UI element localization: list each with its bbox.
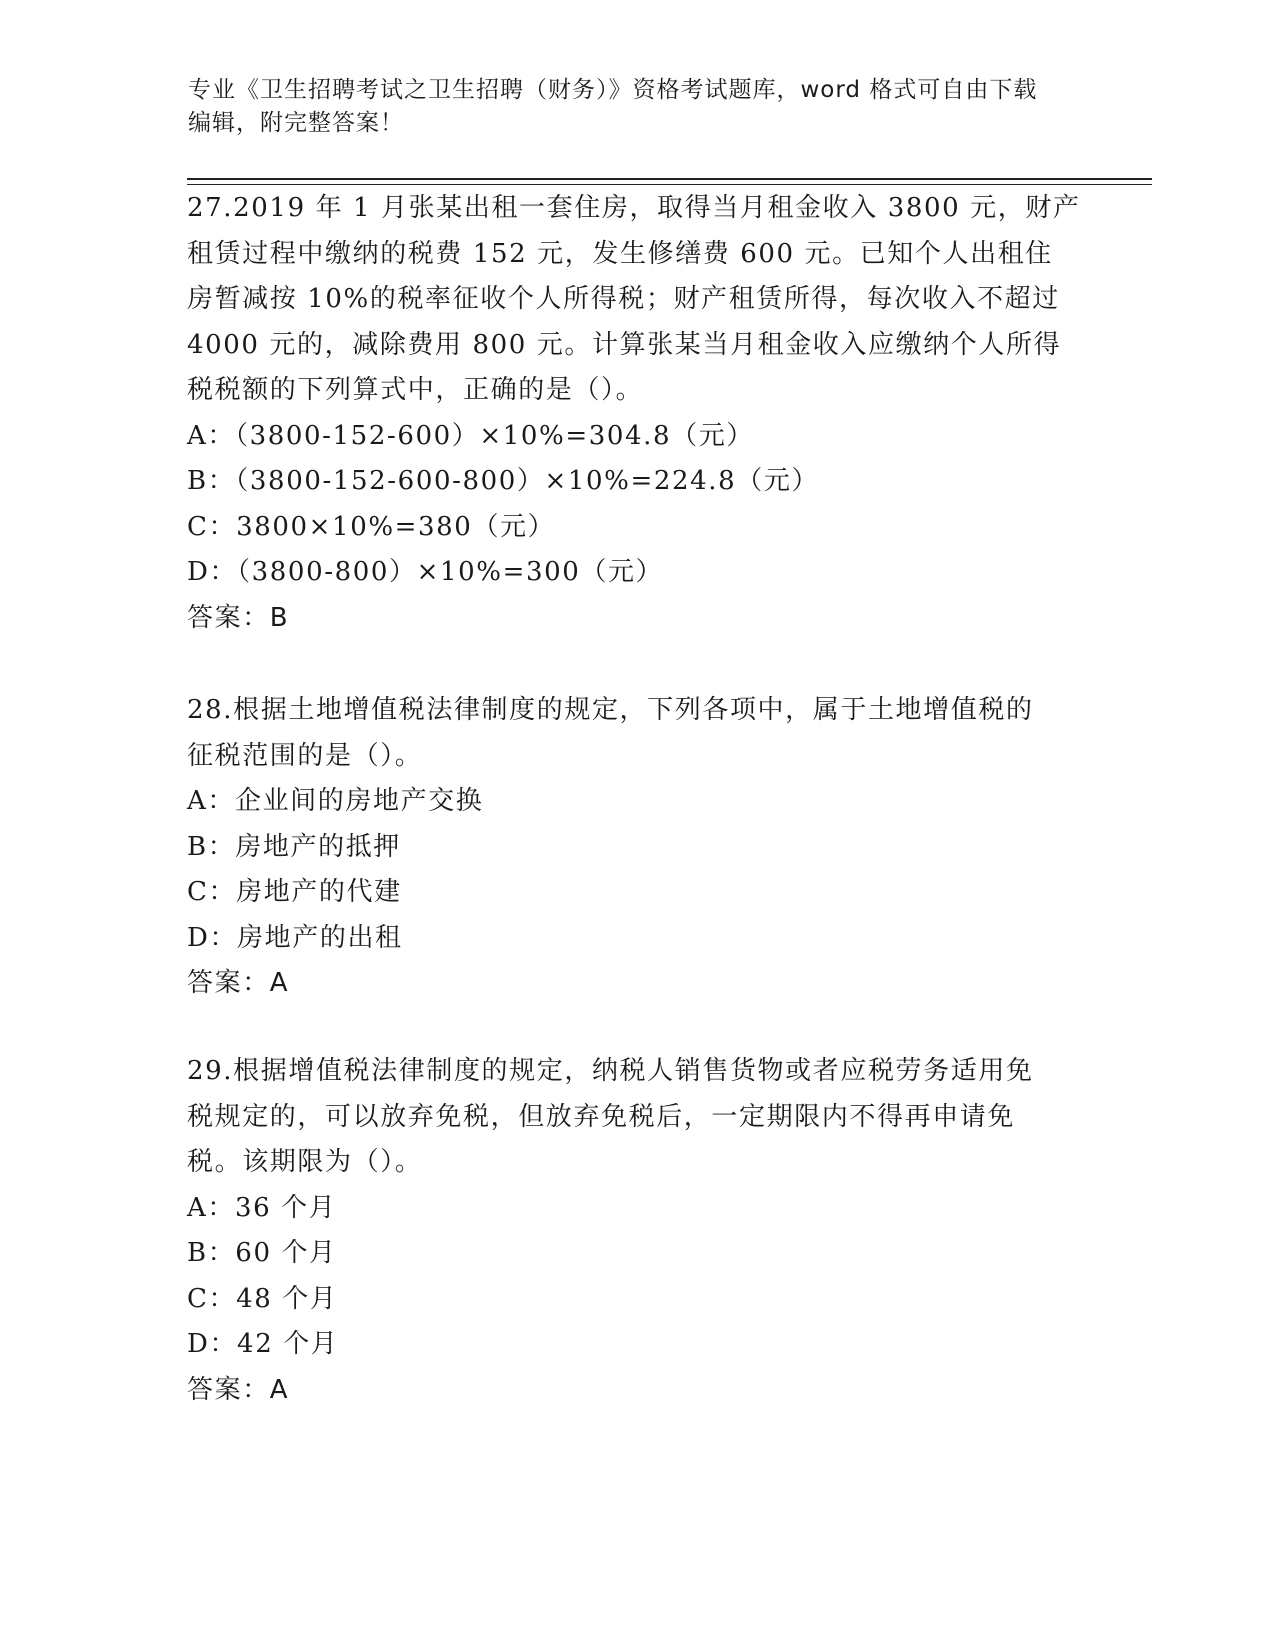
question-text-line: 征税范围的是（）。 bbox=[187, 740, 423, 771]
option-c: C：3800×10%=380（元） bbox=[187, 511, 556, 542]
option-a: A：36 个月 bbox=[187, 1192, 337, 1223]
option-c: C：48 个月 bbox=[187, 1283, 338, 1314]
header-divider-thick bbox=[187, 178, 1152, 180]
option-b: B：60 个月 bbox=[187, 1238, 337, 1268]
question-28 bbox=[187, 688, 1087, 1007]
question-text-line: 27.2019 年 1 月张某出租一套住房，取得当月租金收入 3800 元，财产 bbox=[187, 193, 1081, 223]
question-text-line: 税税额的下列算式中，正确的是（）。 bbox=[187, 375, 644, 405]
question-27 bbox=[187, 186, 1087, 641]
question-text-line: 29.根据增值税法律制度的规定，纳税人销售货物或者应税劳务适用免 bbox=[187, 1056, 1034, 1086]
document-header bbox=[188, 74, 1068, 140]
option-d: D：房地产的出租 bbox=[187, 922, 403, 953]
option-b: B：房地产的抵押 bbox=[187, 831, 401, 862]
question-text-line: 28.根据土地增值税法律制度的规定，下列各项中，属于土地增值税的 bbox=[187, 695, 1034, 725]
option-d: D：（3800-800）×10%=300（元） bbox=[187, 557, 664, 587]
header-line-1: 专业《卫生招聘考试之卫生招聘（财务）》资格考试题库，word 格式可自由下载 bbox=[188, 77, 1038, 103]
option-b: B：（3800-152-600-800）×10%=224.8（元） bbox=[187, 466, 820, 496]
answer-label: 答案：B bbox=[187, 602, 290, 633]
question-text-line: 4000 元的，减除费用 800 元。计算张某当月租金收入应缴纳个人所得 bbox=[187, 329, 1062, 360]
question-text-line: 房暂减按 10%的税率征收个人所得税；财产租赁所得，每次收入不超过 bbox=[187, 284, 1060, 314]
option-a: A：企业间的房地产交换 bbox=[187, 786, 484, 816]
option-c: C：房地产的代建 bbox=[187, 877, 402, 907]
question-text-line: 税。该期限为（）。 bbox=[187, 1147, 423, 1177]
header-line-2: 编辑，附完整答案！ bbox=[188, 110, 404, 136]
question-29 bbox=[187, 1049, 1087, 1413]
question-text-line: 租赁过程中缴纳的税费 152 元，发生修缮费 600 元。已知个人出租住 bbox=[187, 238, 1053, 269]
header-divider-thin bbox=[187, 184, 1152, 185]
option-a: A：（3800-152-600）×10%=304.8（元） bbox=[187, 420, 754, 451]
question-text-line: 税规定的，可以放弃免税，但放弃免税后，一定期限内不得再申请免 bbox=[187, 1101, 1016, 1132]
answer-label: 答案：A bbox=[187, 968, 290, 998]
option-d: D：42 个月 bbox=[187, 1329, 339, 1359]
answer-label: 答案：A bbox=[187, 1374, 290, 1405]
